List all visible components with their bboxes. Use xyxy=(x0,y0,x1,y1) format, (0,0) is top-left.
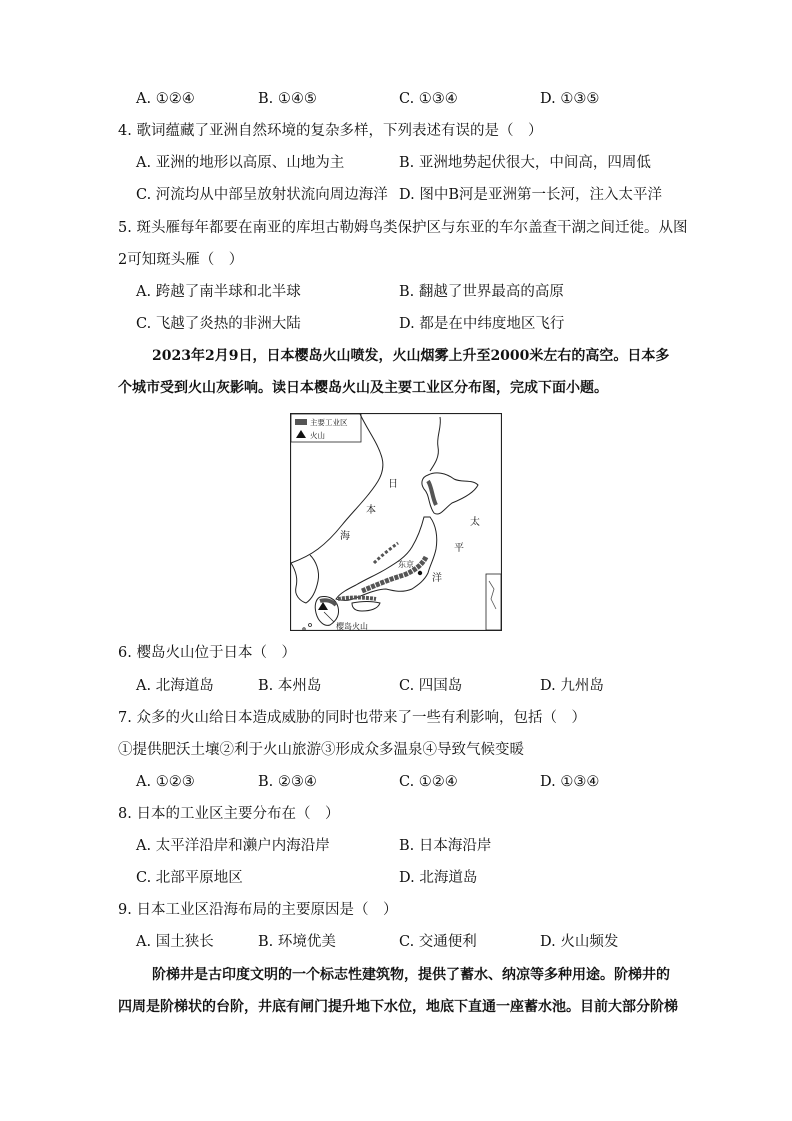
ocean-char-2: 平 xyxy=(454,543,464,554)
tokyo-label: 东京 xyxy=(398,560,414,569)
q7-stem: 7. 众多的火山给日本造成威胁的同时也带来了一些有利影响，包括（ ） xyxy=(118,710,586,726)
industrial-zone-legend-swatch xyxy=(295,419,307,425)
tokyo-dot xyxy=(418,571,422,575)
ocean-char-3: 洋 xyxy=(432,573,442,584)
q3-option-d: D. ①③⑤ xyxy=(540,91,600,107)
q5-option-d: D. 都是在中纬度地区飞行 xyxy=(399,316,565,332)
sakurajima-label: 樱岛火山 xyxy=(336,622,368,631)
japan-map xyxy=(290,413,502,631)
q9-option-c: C. 交通便利 xyxy=(399,934,477,950)
q5-option-b: B. 翻越了世界最高的高原 xyxy=(399,284,564,300)
q9-option-a: A. 国土狭长 xyxy=(136,934,214,950)
q9-option-b: B. 环境优美 xyxy=(258,934,336,950)
q6-option-a: A. 北海道岛 xyxy=(136,678,214,694)
q4-option-d: D. 图中B河是亚洲第一长河，注入太平洋 xyxy=(399,187,662,203)
q6-option-d: D. 九州岛 xyxy=(540,678,604,694)
passage1-line2: 个城市受到火山灰影响。读日本樱岛火山及主要工业区分布图，完成下面小题。 xyxy=(118,380,608,396)
q7-choices: ①提供肥沃土壤②利于火山旅游③形成众多温泉④导致气候变暖 xyxy=(118,742,524,758)
q9-stem: 9. 日本工业区沿海布局的主要原因是（ ） xyxy=(118,902,398,918)
q8-option-d: D. 北海道岛 xyxy=(399,870,478,886)
q8-option-c: C. 北部平原地区 xyxy=(136,870,243,886)
q7-option-d: D. ①③④ xyxy=(540,774,600,790)
q8-stem: 8. 日本的工业区主要分布在（ ） xyxy=(118,806,340,822)
q9-option-d: D. 火山频发 xyxy=(540,934,619,950)
sea-char-1: 日 xyxy=(388,479,398,490)
q5-stem-line2: 2可知斑头雁（ ） xyxy=(118,252,244,268)
q5-option-c: C. 飞越了炎热的非洲大陆 xyxy=(136,316,301,332)
ocean-char-1: 太 xyxy=(470,517,480,528)
q6-option-c: C. 四国岛 xyxy=(399,678,463,694)
q6-option-b: B. 本州岛 xyxy=(258,678,322,694)
q3-option-c: C. ①③④ xyxy=(399,91,458,107)
passage2-line2: 四周是阶梯状的台阶，井底有闸门提升地下水位，地底下直通一座蓄水池。目前大部分阶梯 xyxy=(118,999,678,1015)
q7-option-c: C. ①②④ xyxy=(399,774,458,790)
q6-stem: 6. 樱岛火山位于日本（ ） xyxy=(118,645,296,661)
inset-box xyxy=(486,574,501,630)
q7-option-b: B. ②③④ xyxy=(258,774,317,790)
q4-option-a: A. 亚洲的地形以高原、山地为主 xyxy=(136,155,345,171)
legend-industrial-label: 主要工业区 xyxy=(310,418,348,427)
legend-volcano-label: 火山 xyxy=(310,431,325,440)
japan-map-figure xyxy=(290,413,502,631)
q3-option-b: B. ①④⑤ xyxy=(258,91,317,107)
q8-option-a: A. 太平洋沿岸和濑户内海沿岸 xyxy=(136,838,330,854)
q8-option-b: B. 日本海沿岸 xyxy=(399,838,492,854)
q3-option-a: A. ①②④ xyxy=(136,91,195,107)
q4-option-c: C. 河流均从中部呈放射状流向周边海洋 xyxy=(136,187,388,203)
q4-option-b: B. 亚洲地势起伏很大，中间高，四周低 xyxy=(399,155,651,171)
sea-char-2: 本 xyxy=(366,505,376,516)
q7-option-a: A. ①②③ xyxy=(136,774,195,790)
q5-option-a: A. 跨越了南半球和北半球 xyxy=(136,284,301,300)
sea-char-3: 海 xyxy=(340,531,350,542)
passage1-line1: 2023年2月9日，日本樱岛火山喷发，火山烟雾上升至2000米左右的高空。日本多 xyxy=(152,348,670,364)
q5-stem-line1: 5. 斑头雁每年都要在南亚的库坦古勒姆鸟类保护区与东亚的车尔盖查干湖之间迁徙。从图 xyxy=(118,220,688,236)
passage2-line1: 阶梯井是古印度文明的一个标志性建筑物，提供了蓄水、纳凉等多种用途。阶梯井的 xyxy=(152,967,670,983)
q4-stem: 4. 歌词蕴藏了亚洲自然环境的复杂多样，下列表述有误的是（ ） xyxy=(118,123,543,139)
